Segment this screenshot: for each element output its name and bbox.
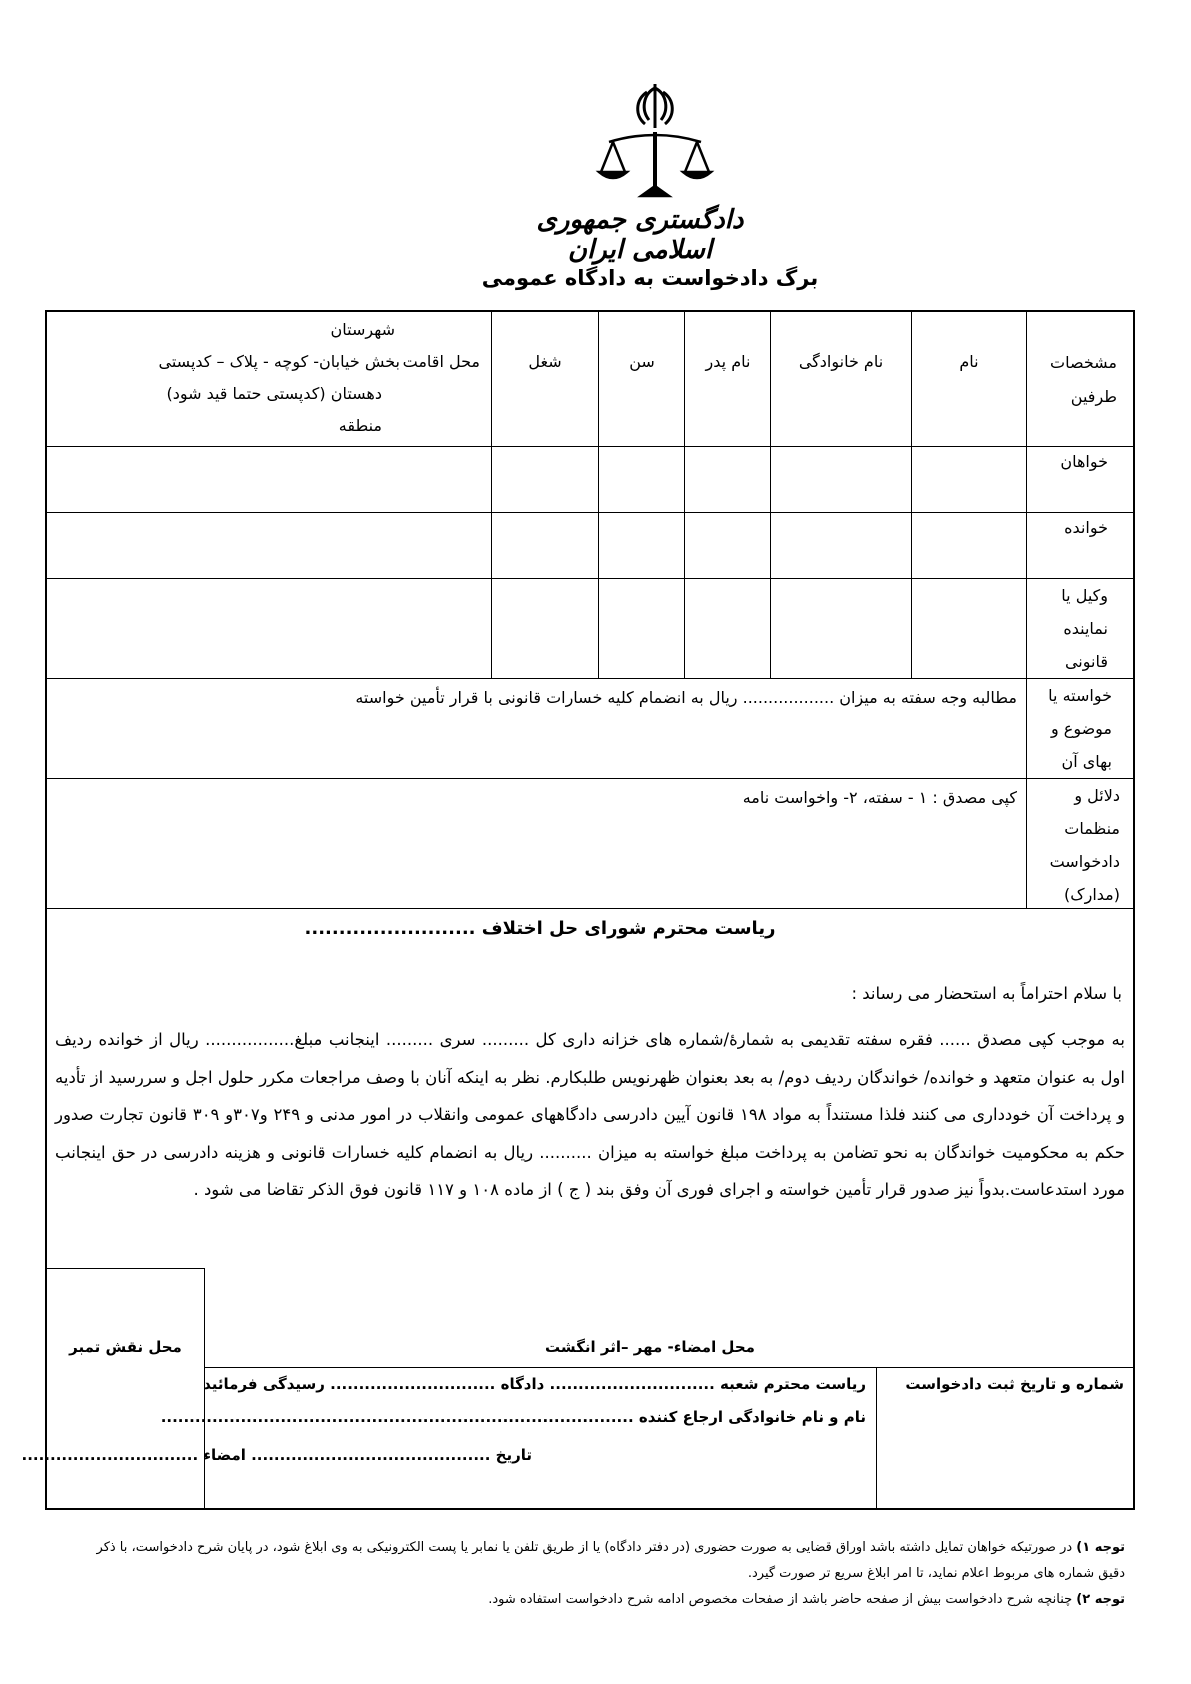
table-line [46, 512, 1134, 513]
residence-line-1: شهرستان [330, 320, 395, 339]
table-line [1026, 311, 1027, 908]
table-line [46, 678, 1134, 679]
signature-place: محل امضاء- مهر –اثر انگشت [545, 1338, 755, 1356]
claim-label: خواسته یا موضوع و بهای آن [1048, 686, 1112, 771]
organization-name: دادگستری جمهوری اسلامی ایران [536, 205, 744, 265]
evidence-label: دلائل و منظمات دادخواست (مدارک) [1049, 786, 1120, 904]
footer-line [205, 1367, 1134, 1368]
note-1 [75, 1535, 1125, 1587]
letter-greeting: با سلام احتراماً به استحضار می رساند : [851, 984, 1122, 1003]
letter-addressee: ریاست محترم شورای حل اختلاف ......................... [304, 918, 776, 939]
note-1-label: توجه ۱) [1076, 1540, 1125, 1555]
referral-line-1: ریاست محترم شعبه ............................. دادگاه ............................. رسیدگی فرمائید [203, 1375, 866, 1393]
residence-line-3: دهستان (کدپستی حتما قید شود) [166, 384, 382, 403]
referral-date: تاریخ .......................................... امضاء ............................... [21, 1446, 532, 1464]
header-last-name: نام خانوادگی [798, 352, 884, 371]
note-2 [75, 1587, 1125, 1613]
table-line [46, 578, 1134, 579]
table-line [46, 778, 1134, 779]
claim-text: مطالبه وجه سفته به میزان .................. ریال به انضمام کلیه خسارات قانونی با قرار تأمین خواسته [355, 688, 1017, 707]
table-line [46, 446, 1134, 447]
letter-body [55, 1021, 1125, 1209]
header-parties: مشخصات طرفین [1050, 353, 1117, 406]
letter-body-text: به موجب کپی مصدق ...... فقره سفته تقدیمی به شمارهٔ/شماره های خزانه داری کل ......... سری ......... اینجانب مبلغ................. ریال از خوانده ردیف اول به عنوان متعهد و خوانده/ خواندگان ردیف دوم/ به بعد بعنوان ظهرنویس طلبکارم. نظر به اینکه آنان با وصف مراجعات مکرر حلول اجل و سررسید از تأدیه و پرداخت آن خودداری می کنند فلذا مستنداً به مواد ۱۹۸ قانون آیین دادرسی دادگاههای عمومی وانقلاب در امور مدنی و ۲۴۹ و۳۰۷و ۳۰۹ قانون تجارت صدور حکم به محکومیت خواندگان به نحو تضامن به پرداخت مبلغ خواسته به میزان .......... ریال به انضمام کلیه خسارات قانونی و هزینه دادرسی در حق اینجانب مورد استدعاست.بدواً نیز صدور قرار تأمین خواسته و اجرای فوری آن وفق بند ( ج ) از ماده ۱۰۸ و ۱۱۷ قانون فوق الذکر تقاضا می شود . [55, 1030, 1125, 1199]
residence-line-4: منطقه [338, 416, 382, 435]
row-plaintiff: خواهان [1060, 452, 1108, 471]
header-first-name: نام [959, 352, 979, 371]
registration-label: شماره و تاریخ ثبت دادخواست [905, 1375, 1124, 1393]
note-2-label: توجه ۲) [1076, 1592, 1125, 1607]
form-title: برگ دادخواست به دادگاه عمومی [481, 266, 819, 290]
note-2-text: چنانچه شرح دادخواست بیش از صفحه حاضر باشد از صفحات مخصوص ادامه شرح دادخواست استفاده شود. [488, 1592, 1077, 1607]
referral-line-2: نام و نام خانوادگی ارجاع کننده ................................................................................... [160, 1408, 866, 1426]
stamp-place: محل نقش تمبر [69, 1338, 182, 1356]
header-occupation: شغل [528, 352, 562, 371]
footer-line [876, 1367, 877, 1509]
residence-line-2: بخش خیابان- کوچه - پلاک – کدپستی [158, 352, 400, 371]
form-frame [21, 310, 1135, 1510]
row-attorney: وکیل یا نماینده قانونی [1061, 586, 1108, 671]
evidence-text: کپی مصدق : ۱ - سفته، ۲- واخواست نامه [742, 788, 1017, 807]
header-father-name: نام پدر [705, 352, 751, 371]
judiciary-emblem-icon [595, 80, 715, 210]
header-residence: محل اقامت [402, 352, 480, 371]
footer-line [46, 1268, 204, 1269]
header-age: سن [629, 352, 655, 371]
note-1-text: در صورتیکه خواهان تمایل داشته باشد اوراق قضایی به صورت حضوری (در دفتر دادگاه) یا از طریق تلفن یا نمابر یا پست الکترونیکی به وی ابلاغ شود، در پایان شرح دادخواست، با ذکر دقیق شماره های مربوط اعلام نماید، تا امر ابلاغ سریع تر صورت گیرد. [96, 1540, 1125, 1581]
row-defendant: خوانده [1064, 518, 1108, 537]
table-line [46, 908, 1134, 909]
notes [75, 1535, 1125, 1613]
